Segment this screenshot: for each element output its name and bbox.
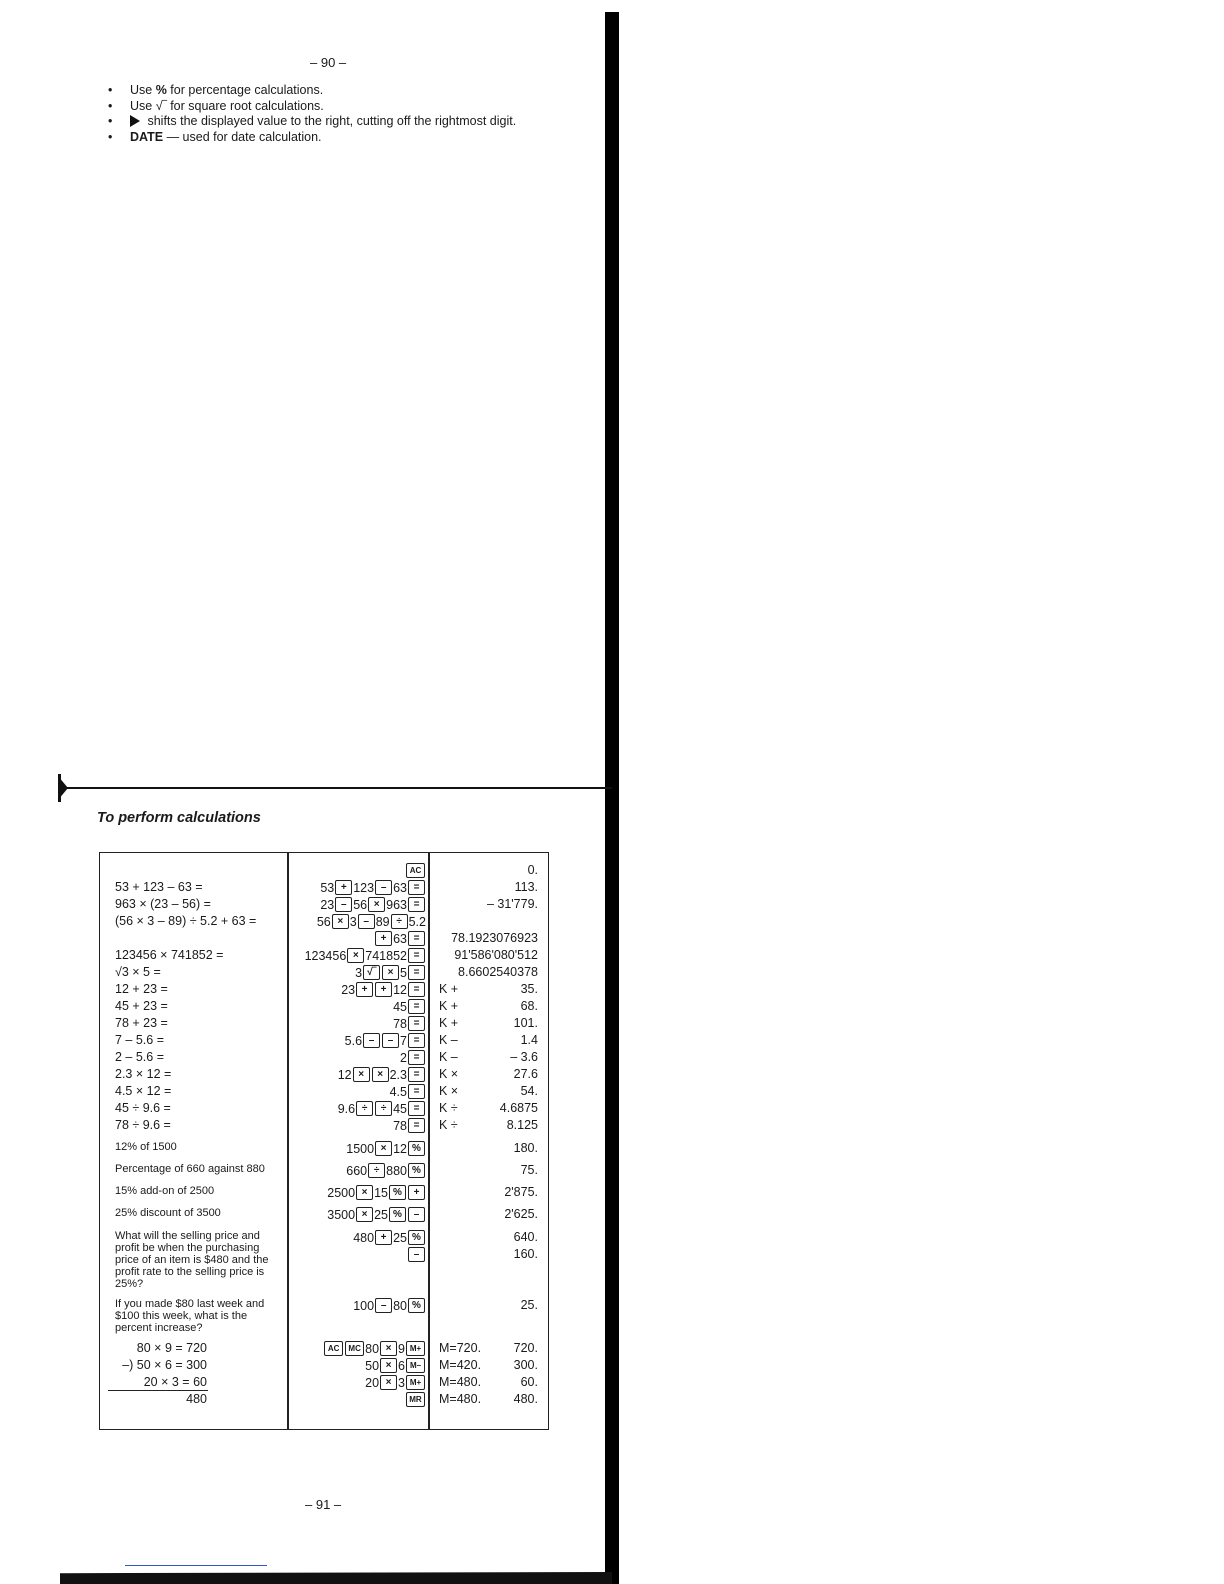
display-indicator: K – — [439, 1050, 458, 1064]
display-indicator: K + — [439, 982, 459, 996]
calculator-key-icon: = — [408, 999, 425, 1014]
key-entry-digits: 23 — [341, 982, 356, 997]
key-entry-digits: 5.2 — [408, 914, 426, 929]
calculator-key-icon: = — [408, 982, 425, 997]
page-spine — [605, 12, 619, 1584]
key-entry-digits: 89 — [375, 914, 390, 929]
display-value: 720. — [513, 1341, 538, 1355]
calculator-key-icon: × — [375, 1141, 392, 1156]
display-value: 101. — [513, 1016, 538, 1030]
problem-text: 78 + 23 = — [115, 1016, 168, 1030]
display-indicator: K ÷ — [439, 1118, 458, 1132]
problem-text: 53 + 123 – 63 = — [115, 880, 203, 894]
problem-text: 2 – 5.6 = — [115, 1050, 164, 1064]
problem-text: 78 ÷ 9.6 = — [115, 1118, 171, 1132]
key-entry-digits: 45 — [393, 1101, 407, 1116]
key-entry-digits: 63 — [393, 931, 407, 946]
calculator-key-icon: ÷ — [391, 914, 408, 929]
problem-text: What will the selling price and profit be when the purchasing price of an item is $480 and the profit rate to the selling price is 25%? — [115, 1230, 269, 1290]
key-sequence — [393, 999, 426, 1014]
key-sequence — [405, 863, 426, 878]
calculator-key-icon: + — [375, 931, 392, 946]
key-entry-digits: 100 — [353, 1298, 375, 1313]
calculator-key-icon: M+ — [406, 1341, 425, 1356]
problem-text: 12 + 23 = — [115, 982, 168, 996]
calculator-key-icon: × — [380, 1358, 397, 1373]
problem-text: 963 × (23 – 56) = — [115, 897, 211, 911]
calculator-key-icon: × — [380, 1375, 397, 1390]
calculator-key-icon: + — [375, 1230, 392, 1245]
display-value: 75. — [520, 1163, 538, 1177]
display-value: – 31'779. — [486, 897, 538, 911]
key-sequence — [353, 1230, 426, 1245]
display-value: 8.6602540378 — [458, 965, 538, 979]
key-entry-digits: 63 — [393, 880, 407, 895]
key-sequence — [393, 1016, 426, 1031]
date-key-label: DATE — [130, 129, 164, 144]
key-entry-digits: 6 — [398, 1358, 405, 1373]
display-value: 68. — [520, 999, 538, 1013]
key-entry-digits: 50 — [365, 1358, 380, 1373]
calculator-key-icon: × — [353, 1067, 370, 1082]
key-sequence — [305, 948, 426, 963]
key-sequence — [320, 880, 426, 895]
display-value: 4.6875 — [499, 1101, 538, 1115]
key-entry-digits: 56 — [316, 914, 331, 929]
display-indicator: M=420. — [439, 1358, 482, 1372]
key-entry-digits: 741852 — [365, 948, 407, 963]
display-value: 300. — [513, 1358, 538, 1372]
calculator-key-icon: MC — [345, 1341, 364, 1356]
key-sequence — [405, 1392, 426, 1407]
section-title: To perform calculations — [97, 810, 261, 826]
key-entry-digits: 2 — [400, 1050, 407, 1065]
display-value: 78.1923076923 — [451, 931, 538, 945]
calculator-key-icon: – — [363, 1033, 380, 1048]
key-entry-digits: 15 — [374, 1185, 388, 1200]
calculator-key-icon: × — [382, 965, 399, 980]
column-divider — [287, 853, 289, 1429]
key-sequence — [320, 897, 426, 912]
calculator-key-icon: AC — [324, 1341, 343, 1356]
calculator-key-icon: + — [335, 880, 352, 895]
calculator-key-icon: – — [358, 914, 375, 929]
display-indicator: K – — [439, 1033, 458, 1047]
bullet-item: • Use % for percentage calculations. — [108, 83, 324, 97]
calculator-key-icon: ÷ — [356, 1101, 373, 1116]
calculator-key-icon: % — [408, 1230, 425, 1245]
calculator-key-icon: = — [408, 931, 425, 946]
calculator-key-icon: M+ — [406, 1375, 425, 1390]
page-number-top: – 90 – — [310, 55, 347, 70]
problem-text: 45 + 23 = — [115, 999, 168, 1013]
key-entry-digits: 963 — [386, 897, 407, 912]
bullet-list — [108, 83, 516, 145]
key-sequence — [338, 1101, 426, 1116]
key-entry-digits: 660 — [346, 1163, 368, 1178]
key-entry-digits: 7 — [400, 1033, 407, 1048]
calculator-key-icon: = — [408, 1101, 425, 1116]
calculator-key-icon: ÷ — [368, 1163, 385, 1178]
key-entry-digits: 2.3 — [389, 1067, 407, 1082]
problem-text: 123456 × 741852 = — [115, 948, 224, 962]
key-entry-digits: 78 — [393, 1016, 407, 1031]
display-indicator: K + — [439, 999, 459, 1013]
calculator-key-icon: = — [408, 880, 425, 895]
calculator-key-icon: = — [408, 1067, 425, 1082]
key-entry-digits: 56 — [353, 897, 368, 912]
key-sequence — [323, 1341, 426, 1356]
calculator-key-icon: = — [408, 1084, 425, 1099]
key-entry-digits: 5.6 — [344, 1033, 363, 1048]
key-entry-digits: 123456 — [304, 948, 347, 963]
calculator-key-icon: M– — [406, 1358, 425, 1373]
key-entry-digits: 25 — [393, 1230, 407, 1245]
key-entry-digits: 2500 — [327, 1185, 356, 1200]
key-sequence — [390, 1084, 426, 1099]
key-sequence — [407, 1247, 426, 1262]
problem-text: 15% add-on of 2500 — [115, 1185, 215, 1197]
display-value: 113. — [514, 880, 538, 894]
key-entry-digits: 12 — [393, 1141, 407, 1156]
display-value: 8.125 — [506, 1118, 538, 1132]
bottom-edge — [60, 1572, 612, 1584]
calculator-key-icon: % — [389, 1207, 406, 1222]
problem-text: (56 × 3 – 89) ÷ 5.2 + 63 = — [115, 914, 257, 928]
key-entry-digits: 25 — [374, 1207, 388, 1222]
key-sequence — [374, 931, 426, 946]
sqrt-icon: √‾ — [155, 98, 167, 113]
calculator-key-icon: × — [372, 1067, 389, 1082]
calculator-key-icon: % — [408, 1298, 425, 1313]
key-sequence — [400, 1050, 426, 1065]
sum-rule — [108, 1390, 208, 1391]
problem-text: √3 × 5 = — [115, 965, 161, 979]
problem-text: If you made $80 last week and $100 this week, what is the percent increase? — [115, 1298, 265, 1334]
calculator-key-icon: % — [408, 1163, 425, 1178]
shift-right-icon — [130, 115, 140, 127]
calculator-key-icon: – — [375, 1298, 392, 1313]
calculator-key-icon: = — [408, 897, 425, 912]
display-value: 160. — [513, 1247, 538, 1261]
key-sequence — [365, 1375, 426, 1390]
problem-text: 12% of 1500 — [115, 1141, 177, 1153]
calculator-key-icon: × — [368, 897, 385, 912]
bullet-item: • shifts the displayed value to the right, cutting off the rightmost digit. — [108, 114, 517, 128]
key-entry-digits: 12 — [393, 982, 407, 997]
page-divider — [60, 787, 612, 789]
key-sequence — [341, 982, 426, 997]
calculator-key-icon: – — [408, 1207, 425, 1222]
key-entry-digits: 45 — [393, 999, 407, 1014]
display-value: 640. — [513, 1230, 538, 1244]
key-sequence — [338, 1067, 426, 1082]
calculator-key-icon: = — [408, 1016, 425, 1031]
display-value: 1.4 — [520, 1033, 538, 1047]
problem-text: 4.5 × 12 = — [115, 1084, 172, 1098]
display-value: 0. — [527, 863, 538, 877]
display-indicator: M=480. — [439, 1392, 482, 1406]
problem-text: Percentage of 660 against 880 — [115, 1163, 265, 1175]
display-value: 2'625. — [504, 1207, 538, 1221]
display-indicator: K × — [439, 1067, 459, 1081]
key-entry-digits: 123 — [353, 880, 375, 895]
problem-text: 80 × 9 = 720 — [136, 1341, 207, 1355]
calculator-key-icon: % — [389, 1185, 406, 1200]
key-entry-digits: 480 — [353, 1230, 375, 1245]
calculator-key-icon: = — [408, 965, 425, 980]
key-entry-digits: 80 — [365, 1341, 380, 1356]
calculator-key-icon: MR — [406, 1392, 425, 1407]
key-sequence — [365, 1358, 426, 1373]
column-divider — [428, 853, 430, 1429]
display-indicator: K + — [439, 1016, 459, 1030]
problem-text: 45 ÷ 9.6 = — [115, 1101, 171, 1115]
display-indicator: M=480. — [439, 1375, 482, 1389]
display-value: 27.6 — [513, 1067, 538, 1081]
key-entry-digits: 80 — [393, 1298, 407, 1313]
calculator-key-icon: = — [408, 1118, 425, 1133]
problem-text: 2.3 × 12 = — [115, 1067, 172, 1081]
key-entry-digits: 20 — [365, 1375, 380, 1390]
calculator-key-icon: – — [382, 1033, 399, 1048]
percent-key-label: % — [155, 83, 167, 97]
display-value: 25. — [520, 1298, 538, 1312]
key-entry-digits: 12 — [337, 1067, 352, 1082]
bottom-rule — [125, 1565, 267, 1566]
calculator-key-icon: – — [335, 897, 352, 912]
display-value: 2'875. — [504, 1185, 538, 1199]
bullet-item: • DATE — used for date calculation. — [108, 129, 322, 144]
calculator-key-icon: × — [356, 1185, 373, 1200]
calculator-key-icon: × — [356, 1207, 373, 1222]
problem-text: 480 — [186, 1392, 207, 1406]
key-sequence — [346, 1163, 426, 1178]
problem-text: –) 50 × 6 = 300 — [122, 1358, 207, 1372]
key-entry-digits: 5 — [400, 965, 407, 980]
key-entry-digits: 9 — [398, 1341, 405, 1356]
key-sequence — [353, 1298, 426, 1313]
display-value: 60. — [520, 1375, 538, 1389]
key-entry-digits: 53 — [320, 880, 335, 895]
calculator-key-icon: – — [375, 880, 392, 895]
key-entry-digits: 78 — [393, 1118, 407, 1133]
key-sequence — [327, 1185, 426, 1200]
calculator-key-icon: ÷ — [375, 1101, 392, 1116]
key-entry-digits: 3 — [349, 914, 357, 929]
key-entry-digits: 3 — [355, 965, 363, 980]
calculator-key-icon: AC — [406, 863, 425, 878]
display-value: 180. — [513, 1141, 538, 1155]
key-entry-digits: 3500 — [327, 1207, 356, 1222]
calculator-key-icon: = — [408, 1050, 425, 1065]
display-value: 480. — [513, 1392, 538, 1406]
key-sequence — [355, 965, 426, 980]
key-entry-digits: 880 — [386, 1163, 407, 1178]
display-value: 35. — [520, 982, 538, 996]
calculator-key-icon: = — [408, 1033, 425, 1048]
key-sequence — [346, 1141, 426, 1156]
page-number-bottom: – 91 – — [305, 1497, 342, 1512]
key-sequence — [317, 914, 426, 929]
calculator-key-icon: – — [408, 1247, 425, 1262]
calculator-key-icon: + — [408, 1185, 425, 1200]
calculator-key-icon: √‾ — [363, 965, 380, 980]
display-indicator: M=720. — [439, 1341, 482, 1355]
key-entry-digits: 9.6 — [337, 1101, 356, 1116]
calculator-key-icon: × — [380, 1341, 397, 1356]
problem-text: 25% discount of 3500 — [115, 1207, 221, 1219]
problem-text: 20 × 3 = 60 — [143, 1375, 207, 1389]
key-entry-digits: 4.5 — [389, 1084, 407, 1099]
key-entry-digits: 23 — [320, 897, 335, 912]
bullet-item: • Use √‾ for square root calculations. — [108, 98, 324, 113]
display-value: 54. — [520, 1084, 538, 1098]
key-entry-digits: 3 — [398, 1375, 405, 1390]
calculator-key-icon: + — [375, 982, 392, 997]
key-entry-digits: 1500 — [346, 1141, 375, 1156]
display-value: – 3.6 — [510, 1050, 538, 1064]
problem-text: 7 – 5.6 = — [115, 1033, 164, 1047]
calculation-table — [99, 852, 549, 1430]
calculator-key-icon: = — [408, 948, 425, 963]
key-sequence — [393, 1118, 426, 1133]
calculator-key-icon: × — [332, 914, 349, 929]
calculator-key-icon: + — [356, 982, 373, 997]
key-sequence — [327, 1207, 426, 1222]
calculator-key-icon: % — [408, 1141, 425, 1156]
display-indicator: K ÷ — [439, 1101, 458, 1115]
key-sequence — [345, 1033, 426, 1048]
calculator-key-icon: × — [347, 948, 364, 963]
display-value: 91'586'080'512 — [454, 948, 538, 962]
display-indicator: K × — [439, 1084, 459, 1098]
